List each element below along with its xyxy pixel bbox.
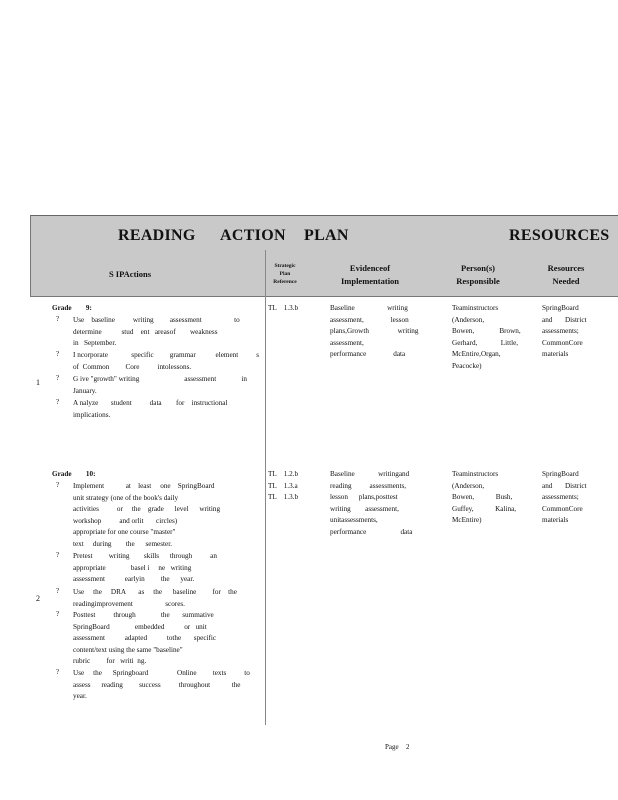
header-evidence-line1: Evidenceof <box>349 263 391 273</box>
row1-bullet-3: ? <box>56 374 60 382</box>
row2-evidence: Baseline writingand reading assessments, lesson plans,posttest writing assessment, unitassessments, performance data <box>330 470 413 536</box>
title-resources: RESOURCES <box>509 227 610 244</box>
row1-persons: Teaminstructors (Anderson, Bowen, Brown, Gerhard, Little, McEntire,Organ, Peacocke) <box>452 304 521 370</box>
row2-strategic-ref: TL 1.2.b TL 1.3.a TL 1.3.b <box>268 470 299 502</box>
row2-resources: SpringBoard and District assessments; CommonCore materials <box>542 470 587 525</box>
header-strategic-line3: Reference <box>273 279 297 285</box>
row1-evidence: Baseline writing assessment, lesson plans,Growth writing assessment, performance data <box>330 304 419 359</box>
row2-bullet-2: ? <box>56 551 60 559</box>
row1-action-2: I ncorporate specific grammar element s of Common Core intolessons. <box>73 351 260 371</box>
row1-resources: SpringBoard and District assessments; CommonCore materials <box>542 304 587 359</box>
row-number-2: 2 <box>36 594 40 603</box>
title-reading: READING <box>118 227 196 244</box>
row2-action-5: Use the Springboard Online texts to assess reading success throughout the year. <box>73 669 250 701</box>
page-number: 2 <box>406 743 410 751</box>
row2-bullet-4: ? <box>56 610 60 618</box>
header-persons-line2: Responsible <box>456 276 500 286</box>
header-evidence-line2: Implementation <box>340 276 400 286</box>
header-resources-line1: Resources <box>547 263 585 273</box>
row1-bullet-4: ? <box>56 398 60 406</box>
header-persons <box>438 262 518 288</box>
header-strategic <box>266 262 304 286</box>
row2-bullet-3: ? <box>56 587 60 595</box>
header-resources <box>534 262 598 288</box>
row2-action-4: Posttest through the summative SpringBoard embedded or unit assessment adapted tothe specific content/text using the same "baseline" rubric for writi ng. <box>73 611 217 666</box>
row2-action-2: Pretest writing skills through an appropriate basel i ne writing assessment earlyin the year. <box>73 552 217 584</box>
row2-action-3: Use the DRA as the baseline for the readingimprovement scores. <box>73 588 237 608</box>
header-sip-actions: S IPActions <box>108 269 152 279</box>
row1-action-3: G ive "growth" writing assessment in January. <box>73 375 247 395</box>
header-strategic-line2: Plan <box>279 271 291 277</box>
row1-action-4: A nalyze student data for instructional implications. <box>73 399 228 419</box>
title-action: ACTION <box>220 227 286 244</box>
header-persons-line1: Person(s) <box>461 263 495 273</box>
row2-bullet-1: ? <box>56 481 60 489</box>
page-label: Page <box>385 743 399 751</box>
title-plan: PLAN <box>304 227 349 244</box>
column-divider <box>265 250 266 725</box>
row1-bullet-2: ? <box>56 350 60 358</box>
header-resources-line2: Needed <box>552 276 580 286</box>
row1-bullet-1: ? <box>56 315 60 323</box>
row1-grade: Grade 9: <box>52 304 92 312</box>
header-strategic-line1: Strategic <box>274 263 296 269</box>
row2-grade: Grade 10: <box>52 470 96 478</box>
row2-action-1: Implement at least one SpringBoard unit strategy (one of the book's daily activities or the grade level writing workshop and orlit circles) appropriate for one course "master" text during the semester. <box>73 482 221 548</box>
row2-persons: Teaminstructors (Anderson, Bowen, Bush, Guffey, Kalina, McEntire) <box>452 470 517 525</box>
row-number-1: 1 <box>36 378 40 387</box>
row1-strategic-ref: TL 1.3.b <box>268 304 299 312</box>
row2-bullet-5: ? <box>56 668 60 676</box>
header-evidence <box>320 262 420 288</box>
row1-action-1: Use baseline writing assessment to determine stud ent areasof weakness in September. <box>73 316 240 348</box>
